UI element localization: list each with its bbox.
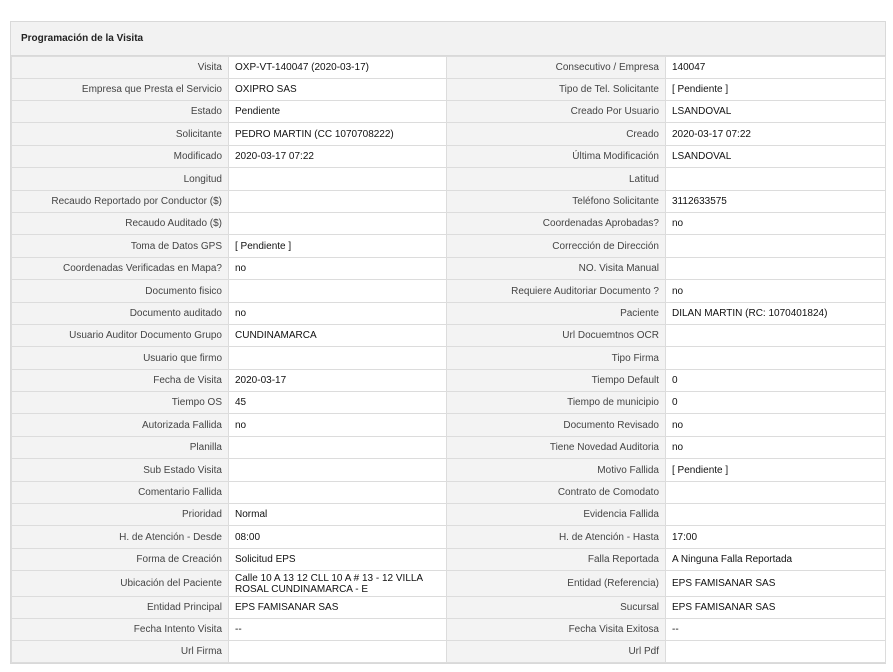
field-label: Usuario que firmo: [12, 347, 229, 370]
visit-programming-panel: [10, 21, 886, 664]
field-value: PEDRO MARTIN (CC 1070708222): [229, 123, 447, 146]
field-label: Documento auditado: [12, 303, 229, 325]
field-value: Normal: [229, 504, 447, 526]
field-value: [666, 325, 886, 347]
field-label: Creado: [447, 123, 666, 146]
field-value: [666, 258, 886, 280]
field-label: Url Docuemtnos OCR: [447, 325, 666, 347]
field-label: H. de Atención - Hasta: [447, 526, 666, 549]
table-row: [12, 213, 886, 235]
field-label: Coordenadas Verificadas en Mapa?: [12, 258, 229, 280]
field-label: H. de Atención - Desde: [12, 526, 229, 549]
field-label: Documento Revisado: [447, 414, 666, 437]
field-value: EPS FAMISANAR SAS: [666, 597, 886, 619]
field-value: [ Pendiente ]: [229, 235, 447, 258]
field-label: Forma de Creación: [12, 549, 229, 571]
table-row: [12, 168, 886, 191]
field-label: Entidad Principal: [12, 597, 229, 619]
field-label: Teléfono Solicitante: [447, 191, 666, 213]
field-value: [666, 641, 886, 663]
table-row: [12, 303, 886, 325]
field-value: CUNDINAMARCA: [229, 325, 447, 347]
field-value: OXP-VT-140047 (2020-03-17): [229, 57, 447, 79]
field-label: Modificado: [12, 146, 229, 168]
field-value: no: [666, 280, 886, 303]
field-value: EPS FAMISANAR SAS: [666, 571, 886, 597]
field-label: Coordenadas Aprobadas?: [447, 213, 666, 235]
field-value: --: [229, 619, 447, 641]
field-label: Url Firma: [12, 641, 229, 663]
field-value: [229, 213, 447, 235]
field-value: [666, 235, 886, 258]
field-value: LSANDOVAL: [666, 101, 886, 123]
field-label: Motivo Fallida: [447, 459, 666, 482]
field-value: [666, 504, 886, 526]
field-value: LSANDOVAL: [666, 146, 886, 168]
field-label: Ubicación del Paciente: [12, 571, 229, 597]
table-row: [12, 235, 886, 258]
field-label: Consecutivo / Empresa: [447, 57, 666, 79]
field-label: Evidencia Fallida: [447, 504, 666, 526]
field-label: Tipo de Tel. Solicitante: [447, 79, 666, 101]
field-value: no: [229, 258, 447, 280]
field-label: Latitud: [447, 168, 666, 191]
field-value: [229, 459, 447, 482]
field-value: [229, 482, 447, 504]
field-value: EPS FAMISANAR SAS: [229, 597, 447, 619]
field-label: Requiere Auditoriar Documento ?: [447, 280, 666, 303]
field-label: Fecha Intento Visita: [12, 619, 229, 641]
field-value: [666, 482, 886, 504]
field-label: Solicitante: [12, 123, 229, 146]
field-label: NO. Visita Manual: [447, 258, 666, 280]
field-value: [ Pendiente ]: [666, 459, 886, 482]
table-row: [12, 123, 886, 146]
field-label: Entidad (Referencia): [447, 571, 666, 597]
field-value: 140047: [666, 57, 886, 79]
field-value: [666, 347, 886, 370]
table-row: [12, 57, 886, 79]
table-row: [12, 258, 886, 280]
field-value: 45: [229, 392, 447, 414]
field-label: Planilla: [12, 437, 229, 459]
field-value: [229, 437, 447, 459]
field-value: 17:00: [666, 526, 886, 549]
field-label: Sub Estado Visita: [12, 459, 229, 482]
field-label: Fecha Visita Exitosa: [447, 619, 666, 641]
field-value: [229, 641, 447, 663]
field-value: [ Pendiente ]: [666, 79, 886, 101]
field-value: 0: [666, 392, 886, 414]
field-value: OXIPRO SAS: [229, 79, 447, 101]
table-row: [12, 191, 886, 213]
field-value: [229, 280, 447, 303]
field-value: Calle 10 A 13 12 CLL 10 A # 13 - 12 VILLA ROSAL CUNDINAMARCA - E: [229, 571, 447, 597]
field-label: Creado Por Usuario: [447, 101, 666, 123]
field-value: no: [229, 303, 447, 325]
table-row: [12, 347, 886, 370]
table-row: [12, 571, 886, 597]
field-value: 2020-03-17 07:22: [666, 123, 886, 146]
table-row: [12, 79, 886, 101]
field-value: 3112633575: [666, 191, 886, 213]
field-label: Sucursal: [447, 597, 666, 619]
field-value: A Ninguna Falla Reportada: [666, 549, 886, 571]
field-label: Tiempo OS: [12, 392, 229, 414]
table-row: [12, 392, 886, 414]
table-row: [12, 526, 886, 549]
field-value: [666, 168, 886, 191]
field-value: 08:00: [229, 526, 447, 549]
table-row: [12, 459, 886, 482]
table-row: [12, 619, 886, 641]
table-row: [12, 597, 886, 619]
field-value: 2020-03-17: [229, 370, 447, 392]
field-label: Usuario Auditor Documento Grupo: [12, 325, 229, 347]
field-label: Documento fisico: [12, 280, 229, 303]
field-value: Solicitud EPS: [229, 549, 447, 571]
field-value: [229, 168, 447, 191]
field-label: Longitud: [12, 168, 229, 191]
field-label: Contrato de Comodato: [447, 482, 666, 504]
field-value: [229, 191, 447, 213]
field-label: Última Modificación: [447, 146, 666, 168]
visit-details-table: [11, 56, 886, 663]
field-value: no: [666, 437, 886, 459]
field-label: Comentario Fallida: [12, 482, 229, 504]
field-label: Recaudo Reportado por Conductor ($): [12, 191, 229, 213]
field-value: 2020-03-17 07:22: [229, 146, 447, 168]
field-label: Prioridad: [12, 504, 229, 526]
field-label: Url Pdf: [447, 641, 666, 663]
field-label: Paciente: [447, 303, 666, 325]
field-value: --: [666, 619, 886, 641]
field-label: Autorizada Fallida: [12, 414, 229, 437]
table-row: [12, 641, 886, 663]
table-row: [12, 437, 886, 459]
table-row: [12, 504, 886, 526]
field-label: Toma de Datos GPS: [12, 235, 229, 258]
field-label: Estado: [12, 101, 229, 123]
field-label: Fecha de Visita: [12, 370, 229, 392]
section-title: Programación de la Visita: [11, 22, 885, 56]
field-value: no: [229, 414, 447, 437]
field-label: Visita: [12, 57, 229, 79]
table-row: [12, 482, 886, 504]
table-row: [12, 414, 886, 437]
field-value: no: [666, 213, 886, 235]
table-row: [12, 280, 886, 303]
field-value: [229, 347, 447, 370]
field-value: Pendiente: [229, 101, 447, 123]
table-row: [12, 325, 886, 347]
table-row: [12, 370, 886, 392]
field-label: Empresa que Presta el Servicio: [12, 79, 229, 101]
field-label: Falla Reportada: [447, 549, 666, 571]
table-row: [12, 101, 886, 123]
field-value: DILAN MARTIN (RC: 1070401824): [666, 303, 886, 325]
field-label: Tipo Firma: [447, 347, 666, 370]
table-row: [12, 549, 886, 571]
field-value: 0: [666, 370, 886, 392]
field-value: no: [666, 414, 886, 437]
field-label: Tiene Novedad Auditoria: [447, 437, 666, 459]
table-row: [12, 146, 886, 168]
field-label: Corrección de Dirección: [447, 235, 666, 258]
field-label: Tiempo de municipio: [447, 392, 666, 414]
field-label: Tiempo Default: [447, 370, 666, 392]
field-label: Recaudo Auditado ($): [12, 213, 229, 235]
